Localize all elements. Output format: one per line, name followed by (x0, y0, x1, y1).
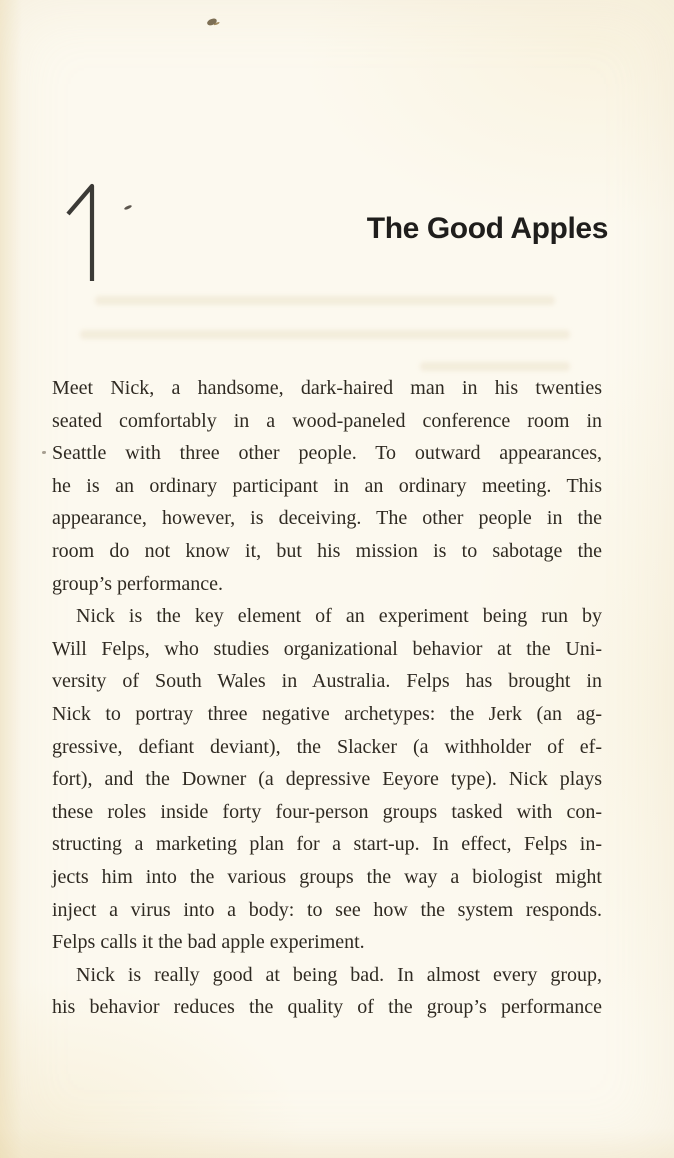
body-text-line: group’s performance. (52, 572, 224, 595)
body-text-line: seated comfortably in a wood-paneled conference room in (52, 409, 602, 432)
chapter-title: The Good Apples (366, 212, 608, 245)
body-text-line: inject a virus into a body: to see how the system responds. (52, 898, 602, 921)
body-text-line: fort), and the Downer (a depressive Eeyore type). Nick plays (52, 768, 602, 791)
body-text-line: versity of South Wales in Australia. Felps has brought in (52, 670, 602, 693)
body-text-line: his behavior reduces the quality of the group’s performance (52, 996, 602, 1019)
page-showthrough (80, 330, 570, 339)
body-text (52, 372, 602, 1024)
body-text-line: Nick is the key element of an experiment being run by (76, 605, 602, 628)
body-text-line: Seattle with three other people. To outward appearances, (52, 442, 602, 465)
page-showthrough (95, 296, 555, 305)
body-text-line: room do not know it, but his mission is to sabotage the (52, 539, 602, 562)
paper-speck (42, 451, 46, 454)
print-artifact (124, 205, 133, 211)
body-text-line: he is an ordinary participant in an ordinary meeting. This (52, 474, 602, 497)
chapter-number (63, 180, 111, 285)
body-text-line: appearance, however, is deceiving. The other people in the (52, 507, 602, 530)
body-text-line: gressive, defiant deviant), the Slacker (a withholder of ef- (52, 735, 602, 758)
body-text-line: jects him into the various groups the way a biologist might (52, 865, 602, 888)
page-showthrough (420, 362, 570, 371)
body-text-line: Felps calls it the bad apple experiment. (52, 931, 365, 954)
body-text-line: Will Felps, who studies organizational behavior at the Uni- (52, 637, 602, 660)
body-text-line: Nick to portray three negative archetypes: the Jerk (an ag- (52, 702, 602, 725)
paper-speck (206, 18, 217, 27)
body-text-line: these roles inside forty four-person groups tasked with con- (52, 800, 602, 823)
body-text-line: Nick is really good at being bad. In almost every group, (76, 963, 602, 986)
body-text-line: Meet Nick, a handsome, dark-haired man in his twenties (52, 377, 602, 399)
body-text-line: structing a marketing plan for a start-up. In effect, Felps in- (52, 833, 602, 856)
chapter-number-text (63, 285, 64, 286)
